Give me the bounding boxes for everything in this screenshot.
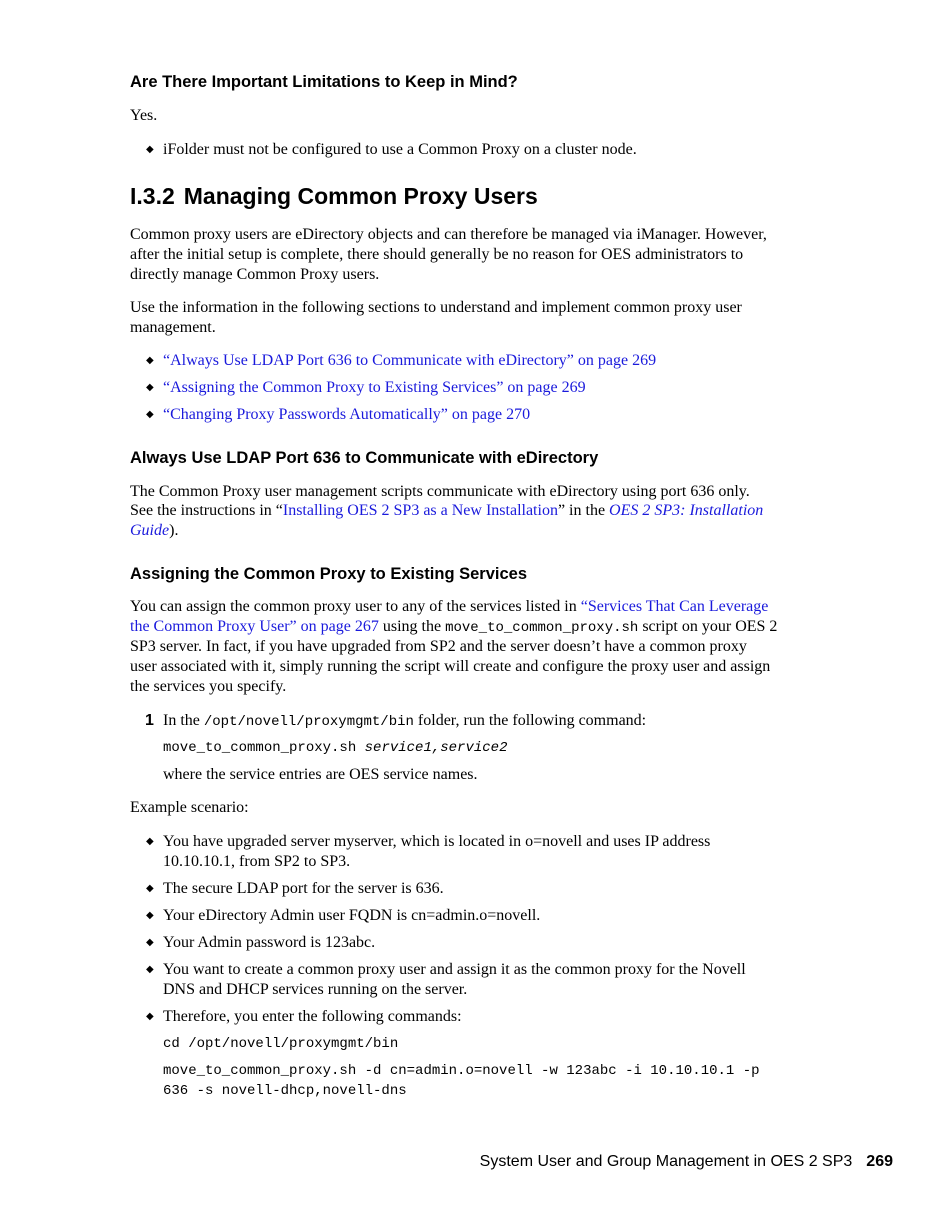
- page-footer: [480, 1152, 893, 1172]
- managing-para1-line3: directly manage Common Proxy users.: [130, 266, 380, 283]
- assign-line5: the services you specify.: [130, 678, 287, 695]
- step-post: folder, run the following command:: [413, 712, 647, 729]
- example-bullet-1b: 10.10.10.1, from SP2 to SP3.: [163, 853, 351, 870]
- example-label: Example scenario:: [130, 799, 249, 816]
- limitations-answer: Yes.: [130, 107, 158, 124]
- link-installation-guide-cont[interactable]: Guide: [130, 522, 170, 539]
- assign-line2: [130, 617, 800, 638]
- link-changing-proxy-passwords[interactable]: “Changing Proxy Passwords Automatically” on page 270: [163, 406, 531, 423]
- step-note: where the service entries are OES service names.: [163, 766, 478, 783]
- code-move-command-line1: move_to_common_proxy.sh -d cn=admin.o=novell -w 123abc -i 10.10.10.1 -p: [163, 1063, 760, 1079]
- code-move-command-line2: 636 -s novell-dhcp,novell-dns: [163, 1083, 407, 1099]
- link-services-leverage[interactable]: “Services That Can Leverage: [580, 598, 769, 615]
- example-bullet-5b: DNS and DHCP services running on the server.: [163, 981, 468, 998]
- diamond-bullet-icon: ◆: [146, 144, 154, 155]
- diamond-bullet-icon: ◆: [146, 409, 154, 420]
- assign-line1: [130, 597, 800, 617]
- section-heading: [130, 182, 800, 210]
- example-bullet-1a: You have upgraded server myserver, which is located in o=novell and uses IP address: [163, 833, 711, 850]
- managing-para1-line1: Common proxy users are eDirectory objects and can therefore be managed via iManager. However,: [130, 226, 767, 243]
- ldap-line2-mid: ” in the: [557, 502, 610, 519]
- section-number: I.3.2: [130, 183, 175, 209]
- example-bullet-3: Your eDirectory Admin user FQDN is cn=admin.o=novell.: [163, 907, 541, 924]
- footer-title: System User and Group Management in OES 2 SP3: [479, 1153, 853, 1170]
- example-bullet-6: Therefore, you enter the following commands:: [163, 1008, 462, 1025]
- ldap-line2: [130, 501, 800, 521]
- code-cd-command: cd /opt/novell/proxymgmt/bin: [163, 1036, 399, 1052]
- step-number: 1: [145, 712, 154, 729]
- diamond-bullet-icon: ◆: [146, 382, 154, 393]
- example-bullet-5a: You want to create a common proxy user and assign it as the common proxy for the Novell: [163, 961, 746, 978]
- diamond-bullet-icon: ◆: [146, 910, 154, 921]
- managing-para1-line2: after the initial setup is complete, there should generally be no reason for OES administrators to: [130, 246, 744, 263]
- managing-para2-line1: Use the information in the following sections to understand and implement common proxy user: [130, 299, 742, 316]
- ldap-line3: [130, 521, 800, 541]
- example-bullet-4: Your Admin password is 123abc.: [163, 934, 376, 951]
- link-services-leverage-cont[interactable]: the Common Proxy User” on page 267: [130, 618, 379, 635]
- limitations-bullet-text: iFolder must not be configured to use a Common Proxy on a cluster node.: [163, 141, 637, 158]
- example-bullet-2: The secure LDAP port for the server is 636.: [163, 880, 444, 897]
- assign-line2-mid: using the: [378, 618, 446, 635]
- diamond-bullet-icon: ◆: [146, 883, 154, 894]
- diamond-bullet-icon: ◆: [146, 964, 154, 975]
- ldap-line1: The Common Proxy user management scripts communicate with eDirectory using port 636 only.: [130, 483, 750, 500]
- command-line: [163, 738, 803, 758]
- limitations-heading: Are There Important Limitations to Keep in Mind?: [130, 73, 518, 91]
- diamond-bullet-icon: ◆: [146, 355, 154, 366]
- folder-path-code: /opt/novell/proxymgmt/bin: [203, 714, 414, 730]
- link-installation-guide[interactable]: OES 2 SP3: Installation: [609, 502, 764, 519]
- page-number: 269: [866, 1153, 893, 1170]
- ldap-line3-post: ).: [169, 522, 179, 539]
- assign-line2-post: script on your OES 2: [638, 618, 778, 635]
- diamond-bullet-icon: ◆: [146, 1011, 154, 1022]
- command-args: service1,service2: [364, 740, 508, 756]
- ldap-heading: Always Use LDAP Port 636 to Communicate with eDirectory: [130, 449, 599, 467]
- diamond-bullet-icon: ◆: [146, 836, 154, 847]
- assign-heading: Assigning the Common Proxy to Existing Services: [130, 565, 528, 583]
- script-name-code: move_to_common_proxy.sh: [445, 620, 639, 636]
- link-always-use-ldap[interactable]: “Always Use LDAP Port 636 to Communicate with eDirectory” on page 269: [163, 352, 657, 369]
- step-text: [163, 711, 803, 732]
- diamond-bullet-icon: ◆: [146, 937, 154, 948]
- command-name: move_to_common_proxy.sh: [163, 740, 365, 756]
- assign-line4: user associated with it, simply running the script will create and configure the proxy user and assign: [130, 658, 771, 675]
- step-pre: In the: [163, 712, 204, 729]
- link-installing-oes[interactable]: Installing OES 2 SP3 as a New Installation: [282, 502, 558, 519]
- managing-para2-line2: management.: [130, 319, 216, 336]
- link-assigning-common-proxy[interactable]: “Assigning the Common Proxy to Existing Services” on page 269: [163, 379, 586, 396]
- assign-line1-pre: You can assign the common proxy user to any of the services listed in: [130, 598, 581, 615]
- section-title: Managing Common Proxy Users: [183, 183, 538, 209]
- assign-line3: SP3 server. In fact, if you have upgraded from SP2 and the server doesn’t have a common proxy: [130, 638, 747, 655]
- ldap-line2-pre: See the instructions in “: [130, 502, 283, 519]
